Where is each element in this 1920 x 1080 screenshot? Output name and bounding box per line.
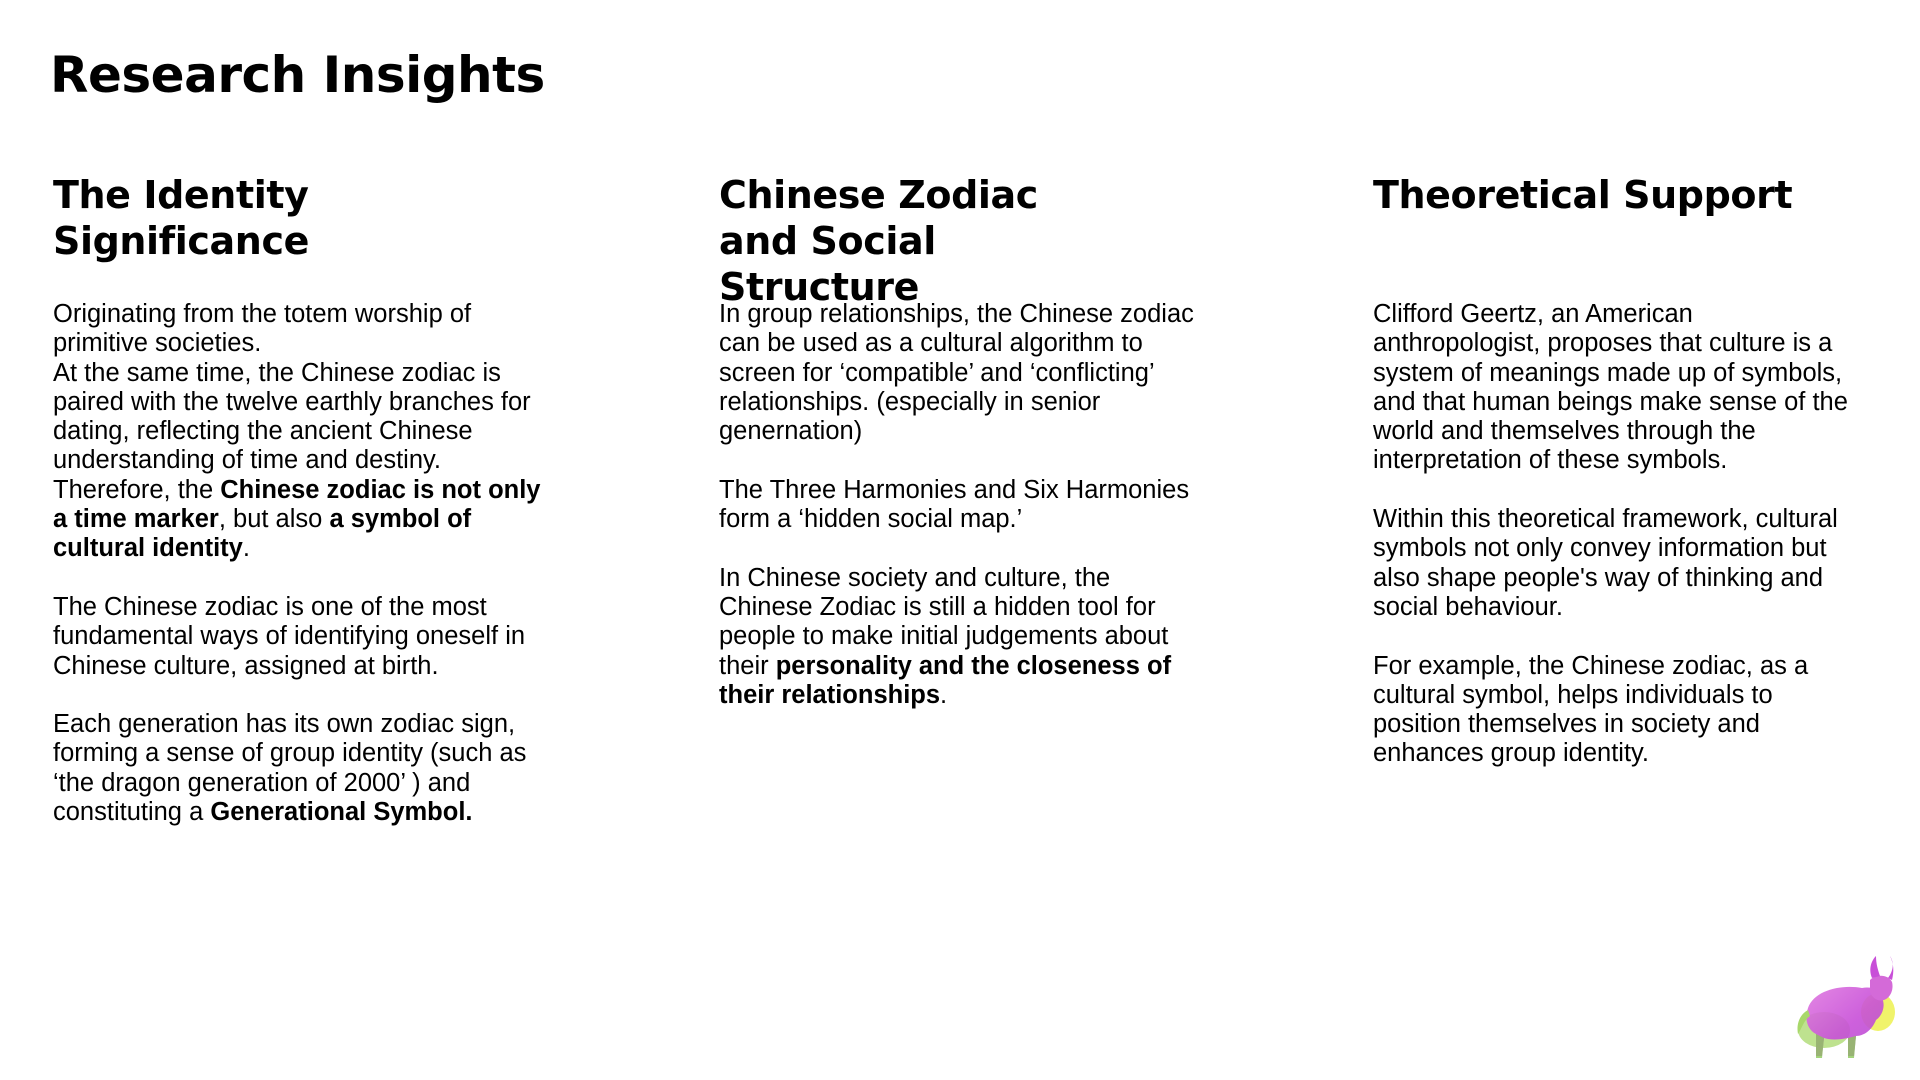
paragraph: For example, the Chinese zodiac, as a cultural symbol, helps individuals to position themselves in society and enhances group identity. [1373,651,1809,768]
paragraph [53,300,553,564]
column-body [53,300,553,827]
paragraph-text: . [242,534,250,563]
paragraph-text: Therefore, the [53,475,221,504]
slide-title: Research Insights [50,46,545,104]
paragraph-text: Originating from the totem worship of primitive societies. [53,300,472,358]
paragraph: The Chinese zodiac is one of the most fundamental ways of identifying oneself in Chinese culture, assigned at birth. [53,592,526,680]
emphasis-text: personality and the closeness of their relationships [719,651,1172,709]
paragraph-text: . [940,680,948,709]
paragraph-text: At the same time, the Chinese zodiac is paired with the twelve earthly branches for dating, reflecting the ancient Chinese understanding of time and destiny. [53,358,531,475]
paragraph [53,710,553,827]
emphasis-text: Generational Symbol. [210,798,473,827]
column-heading: The Identity Significance [53,173,309,263]
paragraph-text: In Chinese society and culture, the Chinese Zodiac is still a hidden tool for people to make initial judgements about their [719,563,1169,680]
paragraph: In group relationships, the Chinese zodiac can be used as a cultural algorithm to screen for ‘compatible’ and ‘conflicting’ relationships. (especially in senior genernation) [719,300,1194,446]
paragraph-text: Each generation has its own zodiac sign, forming a sense of group identity (such as ‘the dragon generation of 2000’ ) and constituting a [53,710,527,827]
paragraph [719,564,1199,710]
paragraph-text: , but also [218,505,330,534]
column-body [719,300,1199,710]
ox-icon [1790,950,1900,1065]
paragraph: Within this theoretical framework, cultural symbols not only convey information but also shape people's way of thinking and social behaviour. [1373,505,1838,621]
emphasis-text: a symbol of cultural identity [53,505,472,563]
column-identity-significance [53,172,553,857]
column-body [1373,300,1853,769]
paragraph: Clifford Geertz, an American anthropologist, proposes that culture is a system of meanings made up of symbols, and that human beings make sense of the world and themselves through the interpretation of these symbols. [1373,300,1848,475]
emphasis-text: Chinese zodiac is not only a time marker [53,475,541,534]
column-heading: Chinese Zodiac and Social Structure [719,173,1038,309]
column-zodiac-social-structure [719,172,1199,739]
column-theoretical-support [1373,172,1853,798]
column-heading: Theoretical Support [1373,173,1793,217]
paragraph: The Three Harmonies and Six Harmonies form a ‘hidden social map.’ [719,475,1190,534]
